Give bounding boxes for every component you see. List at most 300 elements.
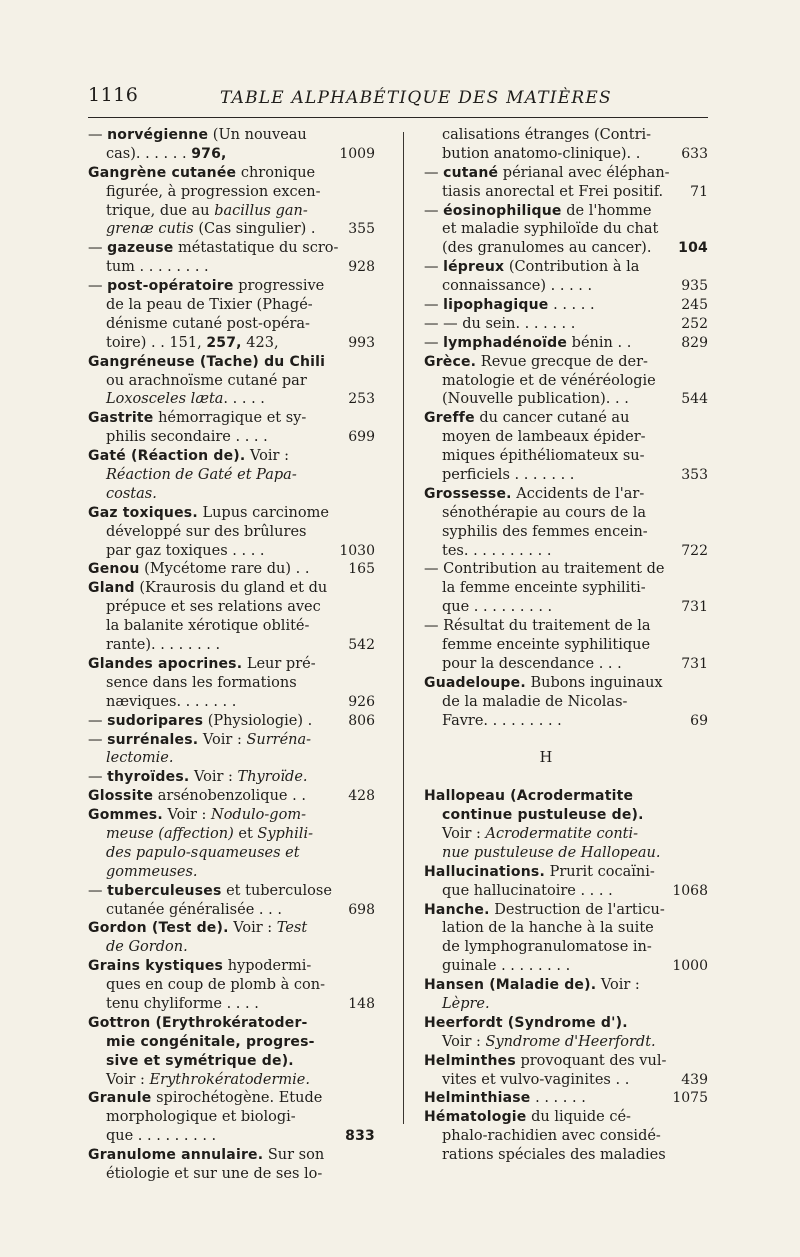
- page-reference-empty: [648, 220, 708, 239]
- page-reference-empty: [315, 957, 375, 976]
- index-text: — Résultat du traitement de la: [424, 618, 651, 635]
- index-line: [424, 1052, 668, 1071]
- index-text: rante). . . . . . . .: [106, 637, 221, 654]
- index-term: lipophagique: [443, 297, 549, 314]
- page-reference-empty: [648, 372, 708, 391]
- page-reference: 71: [690, 183, 708, 200]
- index-text: sence dans les formations: [106, 674, 297, 691]
- index-line: [424, 617, 668, 636]
- index-line: [88, 976, 348, 995]
- index-text: Prurit cocaïni-: [544, 863, 655, 880]
- page-reference: 253: [348, 391, 375, 408]
- index-text: —: [424, 334, 444, 351]
- page-reference-empty: [648, 560, 708, 579]
- page-reference: 731: [681, 599, 708, 616]
- index-term: Glossite: [88, 788, 154, 805]
- page-reference-empty: [315, 655, 375, 674]
- page-reference-empty: [648, 579, 708, 598]
- index-text: . . . . . .: [530, 1090, 586, 1107]
- index-text: —: [88, 240, 108, 257]
- index-text: dénisme cutané post-opéra-: [106, 315, 310, 332]
- page-reference: 428: [348, 788, 375, 805]
- index-text: Lèpre.: [442, 995, 490, 1012]
- page-reference-empty: [315, 315, 375, 334]
- page-reference: 935: [681, 278, 708, 295]
- page-reference: 544: [681, 391, 708, 408]
- header-rule: [88, 117, 708, 118]
- page-reference-empty: [315, 844, 375, 863]
- index-text: Voir :: [245, 448, 289, 465]
- index-line: [88, 1146, 348, 1165]
- page-reference-empty: [315, 202, 375, 221]
- index-text: costas.: [106, 485, 157, 502]
- index-line: [88, 202, 348, 221]
- index-text: —: [88, 882, 108, 899]
- index-text: périanal avec éléphan-: [498, 164, 670, 181]
- index-line: [88, 466, 348, 485]
- page-reference-empty: [315, 447, 375, 466]
- page-reference: 1009: [339, 145, 375, 162]
- index-text: de Gordon.: [106, 939, 188, 956]
- page-reference-empty: [315, 1071, 375, 1090]
- page-reference-empty: [648, 674, 708, 693]
- index-line: [424, 579, 668, 598]
- index-line: [88, 390, 348, 409]
- index-line: [424, 239, 668, 258]
- index-text: Revue grecque de der-: [476, 353, 648, 370]
- index-line: [88, 995, 348, 1014]
- index-text: gommeuses.: [106, 863, 198, 880]
- index-line: [88, 1052, 348, 1071]
- page-reference-empty: [648, 409, 708, 428]
- index-term: Hallopeau (Acrodermatite: [424, 788, 634, 805]
- index-text: (Un nouveau: [208, 127, 307, 143]
- index-text: — Contribution au traitement de: [424, 561, 665, 578]
- index-line: [424, 1033, 668, 1052]
- page-reference-empty: [315, 1108, 375, 1127]
- index-line: [424, 447, 668, 466]
- index-term: Helminthiase: [424, 1090, 531, 1107]
- index-line: [88, 598, 348, 617]
- index-line: [424, 277, 668, 296]
- page-reference-empty: [315, 239, 375, 258]
- page-reference-empty: [648, 485, 708, 504]
- index-text: tiasis anorectal et Frei positif.: [442, 183, 664, 200]
- index-text: philis secondaire . . . .: [106, 429, 268, 446]
- index-line: [88, 1165, 348, 1184]
- index-line: [88, 787, 348, 806]
- index-text: Test: [276, 920, 308, 937]
- index-text: sénothérapie au cours de la: [442, 504, 647, 521]
- index-line: [88, 372, 348, 391]
- page-reference: 1068: [672, 882, 708, 899]
- page-reference: 698: [348, 901, 375, 918]
- index-line: [88, 145, 348, 164]
- index-term: Greffe: [424, 410, 475, 427]
- index-line: [88, 957, 348, 976]
- page-reference-empty: [315, 768, 375, 787]
- index-line: [88, 1089, 348, 1108]
- page-reference: 926: [348, 693, 375, 710]
- index-line: [88, 1127, 348, 1146]
- index-line: [88, 1071, 348, 1090]
- index-text: Voir :: [442, 1033, 486, 1050]
- index-text: du liquide cé-: [526, 1109, 631, 1126]
- index-text: phalo-rachidien avec considé-: [442, 1128, 661, 1145]
- page-reference-empty: [648, 901, 708, 920]
- index-line: [88, 655, 348, 674]
- page-reference-empty: [315, 1014, 375, 1033]
- index-text: matologie et de vénéréologie: [442, 372, 656, 389]
- page-reference-empty: [315, 504, 375, 523]
- index-line: [88, 126, 348, 145]
- index-term: 976,: [191, 145, 227, 162]
- index-line: [88, 183, 348, 202]
- page-refs-left: [315, 126, 375, 1184]
- page-reference-empty: [648, 1146, 708, 1165]
- index-term: sive et symétrique de).: [106, 1052, 294, 1069]
- index-line: [424, 957, 668, 976]
- page-reference-empty: [315, 731, 375, 750]
- page-reference-empty: [315, 353, 375, 372]
- index-line: [88, 315, 348, 334]
- page-reference: 1075: [672, 1090, 708, 1107]
- page-reference-empty: [315, 938, 375, 957]
- index-line: [424, 693, 668, 712]
- index-text: figurée, à progression excen-: [106, 183, 321, 200]
- index-text: lectomie.: [106, 750, 174, 767]
- index-text: Lupus carcinome: [197, 504, 329, 521]
- index-line: [424, 938, 668, 957]
- page-reference-empty: [315, 296, 375, 315]
- page-reference-empty: [315, 825, 375, 844]
- index-line: [424, 598, 668, 617]
- index-text: spirochétogène. Etude: [151, 1090, 323, 1107]
- index-line: [88, 258, 348, 277]
- index-line: [88, 901, 348, 920]
- index-line: [88, 882, 348, 901]
- index-text: que hallucinatoire . . . .: [442, 882, 613, 899]
- index-text: femme enceinte syphilitique: [442, 637, 651, 654]
- index-term: norvégienne: [107, 127, 209, 143]
- index-term: Gordon (Test de).: [88, 920, 229, 937]
- index-line: [424, 636, 668, 655]
- index-term: post-opératoire: [107, 278, 234, 295]
- index-text: provoquant des vul-: [515, 1052, 667, 1069]
- index-line: [424, 1146, 668, 1165]
- index-line: [424, 485, 668, 504]
- index-text: Erythrokératodermie.: [149, 1071, 310, 1088]
- index-line: [424, 901, 668, 920]
- page-reference-empty: [315, 183, 375, 202]
- index-text: (Kraurosis du gland et du: [134, 580, 328, 597]
- page-reference-empty: [648, 126, 708, 145]
- page-reference-empty: [315, 674, 375, 693]
- index-text: chronique: [236, 164, 316, 181]
- index-term: Granule: [88, 1090, 152, 1107]
- index-text: ou arachnoïsme cutané par: [106, 372, 307, 389]
- page-reference: 829: [681, 334, 708, 351]
- page-reference: 833: [345, 1128, 375, 1145]
- index-term: Heerfordt (Syndrome d').: [424, 1014, 628, 1031]
- page-reference-empty: [648, 353, 708, 372]
- index-line: [88, 277, 348, 296]
- index-text: Voir :: [162, 807, 211, 824]
- page-reference: 699: [348, 429, 375, 446]
- index-text: Réaction de Gaté et Papa-: [106, 467, 297, 484]
- index-text: morphologique et biologi-: [106, 1109, 296, 1126]
- index-text: —: [424, 297, 444, 314]
- page-reference-empty: [648, 693, 708, 712]
- index-text: ques en coup de plomb à con-: [106, 977, 325, 994]
- running-title: TABLE ALPHABÉTIQUE DES MATIÈRES: [220, 88, 612, 108]
- index-line: [88, 825, 348, 844]
- index-text: rations spéciales des maladies: [442, 1147, 666, 1164]
- index-line: [424, 787, 668, 806]
- index-text: nue pustuleuse de Hallopeau.: [442, 844, 661, 861]
- index-line: [424, 315, 668, 334]
- index-text: que . . . . . . . . .: [442, 599, 553, 616]
- page-reference-empty: [648, 731, 708, 750]
- page-reference-empty: [315, 598, 375, 617]
- index-column-right: [424, 126, 668, 1165]
- index-text: lation de la hanche à la suite: [442, 920, 654, 937]
- index-text: pour la descendance . . .: [442, 655, 622, 672]
- index-text: Acrodermatite conti-: [485, 825, 639, 842]
- index-line: [88, 617, 348, 636]
- index-text: Voir :: [596, 977, 640, 994]
- index-text: (Physiologie) .: [203, 712, 313, 729]
- index-text: Voir :: [228, 920, 277, 937]
- index-line: [424, 749, 668, 768]
- page-reference-empty: [315, 485, 375, 504]
- index-line: [424, 1071, 668, 1090]
- page-reference-empty: [315, 882, 375, 901]
- index-text: H: [539, 750, 553, 767]
- index-line: [88, 353, 348, 372]
- index-text: meuse (affection): [106, 825, 234, 842]
- page-reference-empty: [315, 806, 375, 825]
- index-text: —: [88, 127, 108, 143]
- index-term: cutané: [443, 164, 499, 181]
- index-text: —: [424, 202, 444, 219]
- index-line: [88, 542, 348, 561]
- index-text: de l'homme: [561, 202, 652, 219]
- index-text: connaissance) . . . . .: [442, 278, 593, 295]
- page-reference-empty: [648, 202, 708, 221]
- page-reference-empty: [315, 617, 375, 636]
- page-reference-empty: [648, 995, 708, 1014]
- index-text: et: [233, 825, 258, 842]
- page-reference: 993: [348, 334, 375, 351]
- index-text: vites et vulvo-vaginites . .: [442, 1071, 630, 1088]
- page-reference-empty: [648, 617, 708, 636]
- index-line: [88, 749, 348, 768]
- index-text: métastatique du scro-: [173, 240, 339, 257]
- index-line: [88, 919, 348, 938]
- index-line: [424, 806, 668, 825]
- index-text: guinale . . . . . . . .: [442, 958, 571, 975]
- page-refs-right: [648, 126, 708, 1165]
- index-term: Helminthes: [424, 1052, 516, 1069]
- index-text: Thyroïde.: [237, 769, 308, 786]
- index-text: Syndrome d'Heerfordt.: [485, 1033, 656, 1050]
- index-line: [88, 1108, 348, 1127]
- index-text: tes. . . . . . . . . .: [442, 542, 552, 559]
- index-term: Hanche.: [424, 901, 490, 918]
- index-text: développé sur des brûlures: [106, 523, 307, 540]
- index-line: [88, 164, 348, 183]
- index-term: Grossesse.: [424, 485, 512, 502]
- index-line: [424, 768, 668, 787]
- index-text: — — du sein. . . . . . .: [424, 315, 576, 332]
- index-line: [88, 1014, 348, 1033]
- page-reference-empty: [315, 523, 375, 542]
- column-divider: [403, 132, 404, 1124]
- index-text: cas). . . . . .: [106, 145, 192, 162]
- index-line: [88, 674, 348, 693]
- page-reference-empty: [648, 428, 708, 447]
- index-line: [424, 145, 668, 164]
- page-reference-empty: [648, 1108, 708, 1127]
- index-text: Voir :: [189, 769, 238, 786]
- index-text: et tuberculose: [221, 882, 332, 899]
- page-reference-empty: [315, 126, 375, 145]
- index-text: toire) . . 151,: [106, 334, 207, 351]
- index-term: Gastrite: [88, 410, 154, 427]
- index-text: (Cas singulier) .: [193, 221, 316, 238]
- index-text: Accidents de l'ar-: [511, 485, 645, 502]
- index-text: Leur pré-: [242, 655, 316, 672]
- page-reference-empty: [648, 919, 708, 938]
- index-line: [88, 844, 348, 863]
- index-text: —: [424, 164, 444, 181]
- page-reference-empty: [315, 1052, 375, 1071]
- page-reference-empty: [315, 919, 375, 938]
- index-text: Syphili-: [257, 825, 313, 842]
- page-reference-empty: [315, 749, 375, 768]
- page-reference: 633: [681, 145, 708, 162]
- page-reference: 353: [681, 467, 708, 484]
- page-reference-empty: [648, 768, 708, 787]
- page-reference-empty: [315, 1146, 375, 1165]
- index-line: [88, 938, 348, 957]
- index-line: [88, 428, 348, 447]
- index-text: de la peau de Tixier (Phagé-: [106, 297, 313, 314]
- page-reference: 104: [678, 240, 708, 257]
- index-line: [424, 466, 668, 485]
- index-text: de lymphogranulomatose in-: [442, 939, 652, 956]
- index-text: —: [88, 731, 108, 748]
- index-line: [88, 693, 348, 712]
- index-term: Guadeloupe.: [424, 674, 526, 691]
- page-reference-empty: [315, 1165, 375, 1184]
- index-text: (des granulomes au cancer).: [442, 240, 652, 257]
- page-reference: 69: [690, 712, 708, 729]
- index-text: que . . . . . . . . .: [106, 1128, 217, 1145]
- index-term: lymphadénoïde: [443, 334, 568, 351]
- page-reference-empty: [648, 636, 708, 655]
- page-reference: 165: [348, 561, 375, 578]
- page-reference: 806: [348, 712, 375, 729]
- index-term: Hansen (Maladie de).: [424, 977, 597, 994]
- index-text: bacillus gan-: [214, 202, 308, 219]
- index-line: [424, 844, 668, 863]
- index-text: (Contribution à la: [504, 259, 640, 276]
- page-reference-empty: [648, 787, 708, 806]
- index-term: lépreux: [443, 259, 505, 276]
- index-text: . . . . .: [223, 391, 265, 408]
- page-reference-empty: [315, 579, 375, 598]
- index-text: par gaz toxiques . . . .: [106, 542, 265, 559]
- page-reference-empty: [648, 938, 708, 957]
- index-column-left: [88, 126, 348, 1184]
- index-line: [424, 220, 668, 239]
- page-reference-empty: [315, 164, 375, 183]
- index-line: [424, 919, 668, 938]
- index-text: la femme enceinte syphiliti-: [442, 580, 646, 597]
- index-text: moyen de lambeaux épider-: [442, 429, 646, 446]
- index-text: Surréna-: [246, 731, 312, 748]
- index-line: [88, 863, 348, 882]
- index-term: continue pustuleuse de).: [442, 807, 644, 824]
- page-reference-empty: [315, 466, 375, 485]
- index-text: —: [88, 712, 108, 729]
- index-text: des papulo-squameuses et: [106, 844, 300, 861]
- index-text: de la maladie de Nicolas-: [442, 693, 628, 710]
- index-line: [424, 409, 668, 428]
- index-line: [424, 560, 668, 579]
- index-line: [88, 731, 348, 750]
- index-text: trique, due au: [106, 202, 215, 219]
- index-line: [424, 126, 668, 145]
- index-line: [88, 768, 348, 787]
- index-line: [424, 542, 668, 561]
- page-reference-empty: [315, 277, 375, 296]
- index-text: tenu chyliforme . . . .: [106, 995, 259, 1012]
- index-line: [88, 560, 348, 579]
- index-text: Nodulo-gom-: [211, 807, 306, 824]
- index-term: thyroïdes.: [107, 769, 190, 786]
- page-reference-empty: [315, 409, 375, 428]
- index-text: étiologie et sur une de ses lo-: [106, 1165, 323, 1182]
- index-line: [88, 485, 348, 504]
- page-reference: 1030: [339, 542, 375, 559]
- index-term: Genou: [88, 561, 140, 578]
- page-reference-empty: [648, 258, 708, 277]
- index-line: [424, 372, 668, 391]
- index-line: [88, 523, 348, 542]
- index-text: Favre. . . . . . . . .: [442, 712, 562, 729]
- index-text: et maladie syphiloïde du chat: [442, 221, 659, 238]
- index-line: [424, 674, 668, 693]
- index-line: [88, 806, 348, 825]
- index-term: surrénales.: [107, 731, 199, 748]
- page-reference-empty: [648, 1052, 708, 1071]
- index-text: Loxosceles læta: [106, 391, 224, 408]
- page-reference-empty: [315, 1033, 375, 1052]
- index-text: Bubons inguinaux: [525, 674, 663, 691]
- index-term: tuberculeuses: [107, 882, 222, 899]
- index-text: (Mycétome rare du) . .: [139, 561, 310, 578]
- index-text: du cancer cutané au: [474, 410, 630, 427]
- index-text: Voir :: [198, 731, 247, 748]
- index-text: hémorragique et sy-: [153, 410, 307, 427]
- index-line: [424, 1089, 668, 1108]
- index-term: éosinophilique: [443, 202, 562, 219]
- page-reference-empty: [315, 863, 375, 882]
- index-text: cutanée généralisée . . .: [106, 901, 282, 918]
